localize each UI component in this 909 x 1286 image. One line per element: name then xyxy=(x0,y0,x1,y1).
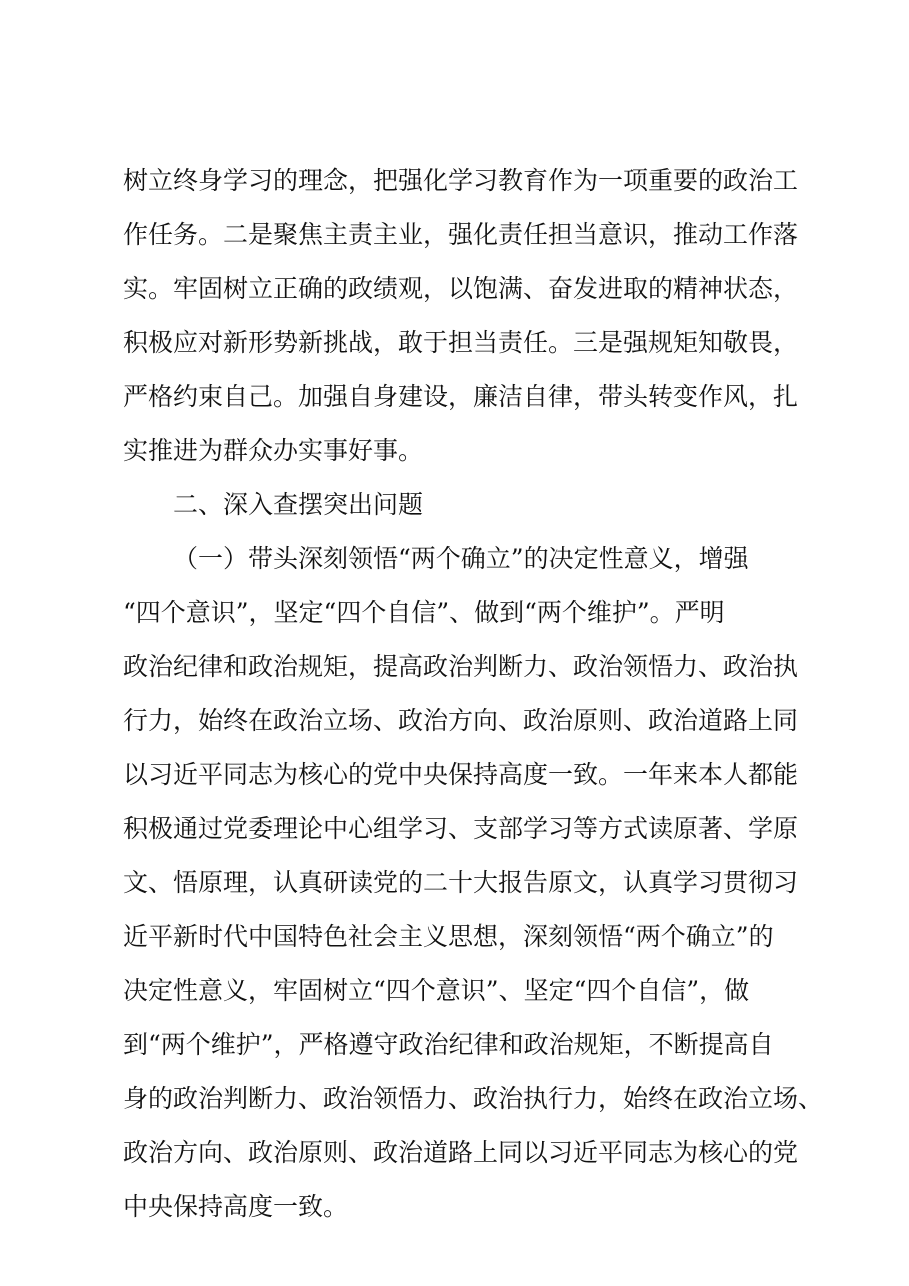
text-line: 近平新时代中国特色社会主义思想，深刻领悟“两个确立”的 xyxy=(123,922,774,951)
text-line: 严格约束自己。加强自身建设，廉洁自律，带头转变作风，扎 xyxy=(123,382,799,411)
text-line: （一）带头深刻领悟“两个确立”的决定性意义，增强 xyxy=(173,544,749,573)
text-line: 积极通过党委理论中心组学习、支部学习等方式读原著、学原 xyxy=(123,814,799,843)
text-line: 决定性意义，牢固树立“四个意识”、坚定“四个自信”，做 xyxy=(123,976,750,1005)
text-line: 政治纪律和政治规矩，提高政治判断力、政治领悟力、政治执 xyxy=(123,652,799,681)
text-line: 政治方向、政治原则、政治道路上同以习近平同志为核心的党 xyxy=(123,1138,799,1167)
text-line: 中央保持高度一致。 xyxy=(123,1192,349,1221)
text-line: “四个意识”，坚定“四个自信”、做到“两个维护”。严明 xyxy=(123,598,725,627)
text-line: 到“两个维护”，严格遵守政治纪律和政治规矩，不断提高自 xyxy=(123,1030,774,1059)
text-line: 作任务。二是聚焦主责主业，强化责任担当意识，推动工作落 xyxy=(123,220,799,249)
text-line: 树立终身学习的理念，把强化学习教育作为一项重要的政治工 xyxy=(123,166,799,195)
text-line: 行力，始终在政治立场、政治方向、政治原则、政治道路上同 xyxy=(123,706,799,735)
text-line: 文、悟原理，认真研读党的二十大报告原文，认真学习贯彻习 xyxy=(123,868,799,897)
text-line: 以习近平同志为核心的党中央保持高度一致。一年来本人都能 xyxy=(123,760,799,789)
text-line: 实推进为群众办实事好事。 xyxy=(123,436,424,465)
section-heading: 二、深入查摆突出问题 xyxy=(173,490,424,519)
text-line: 实。牢固树立正确的政绩观，以饱满、奋发进取的精神状态， xyxy=(123,274,799,303)
text-line: 身的政治判断力、政治领悟力、政治执行力，始终在政治立场、 xyxy=(123,1084,824,1113)
text-line: 积极应对新形势新挑战，敢于担当责任。三是强规矩知敬畏， xyxy=(123,328,799,357)
